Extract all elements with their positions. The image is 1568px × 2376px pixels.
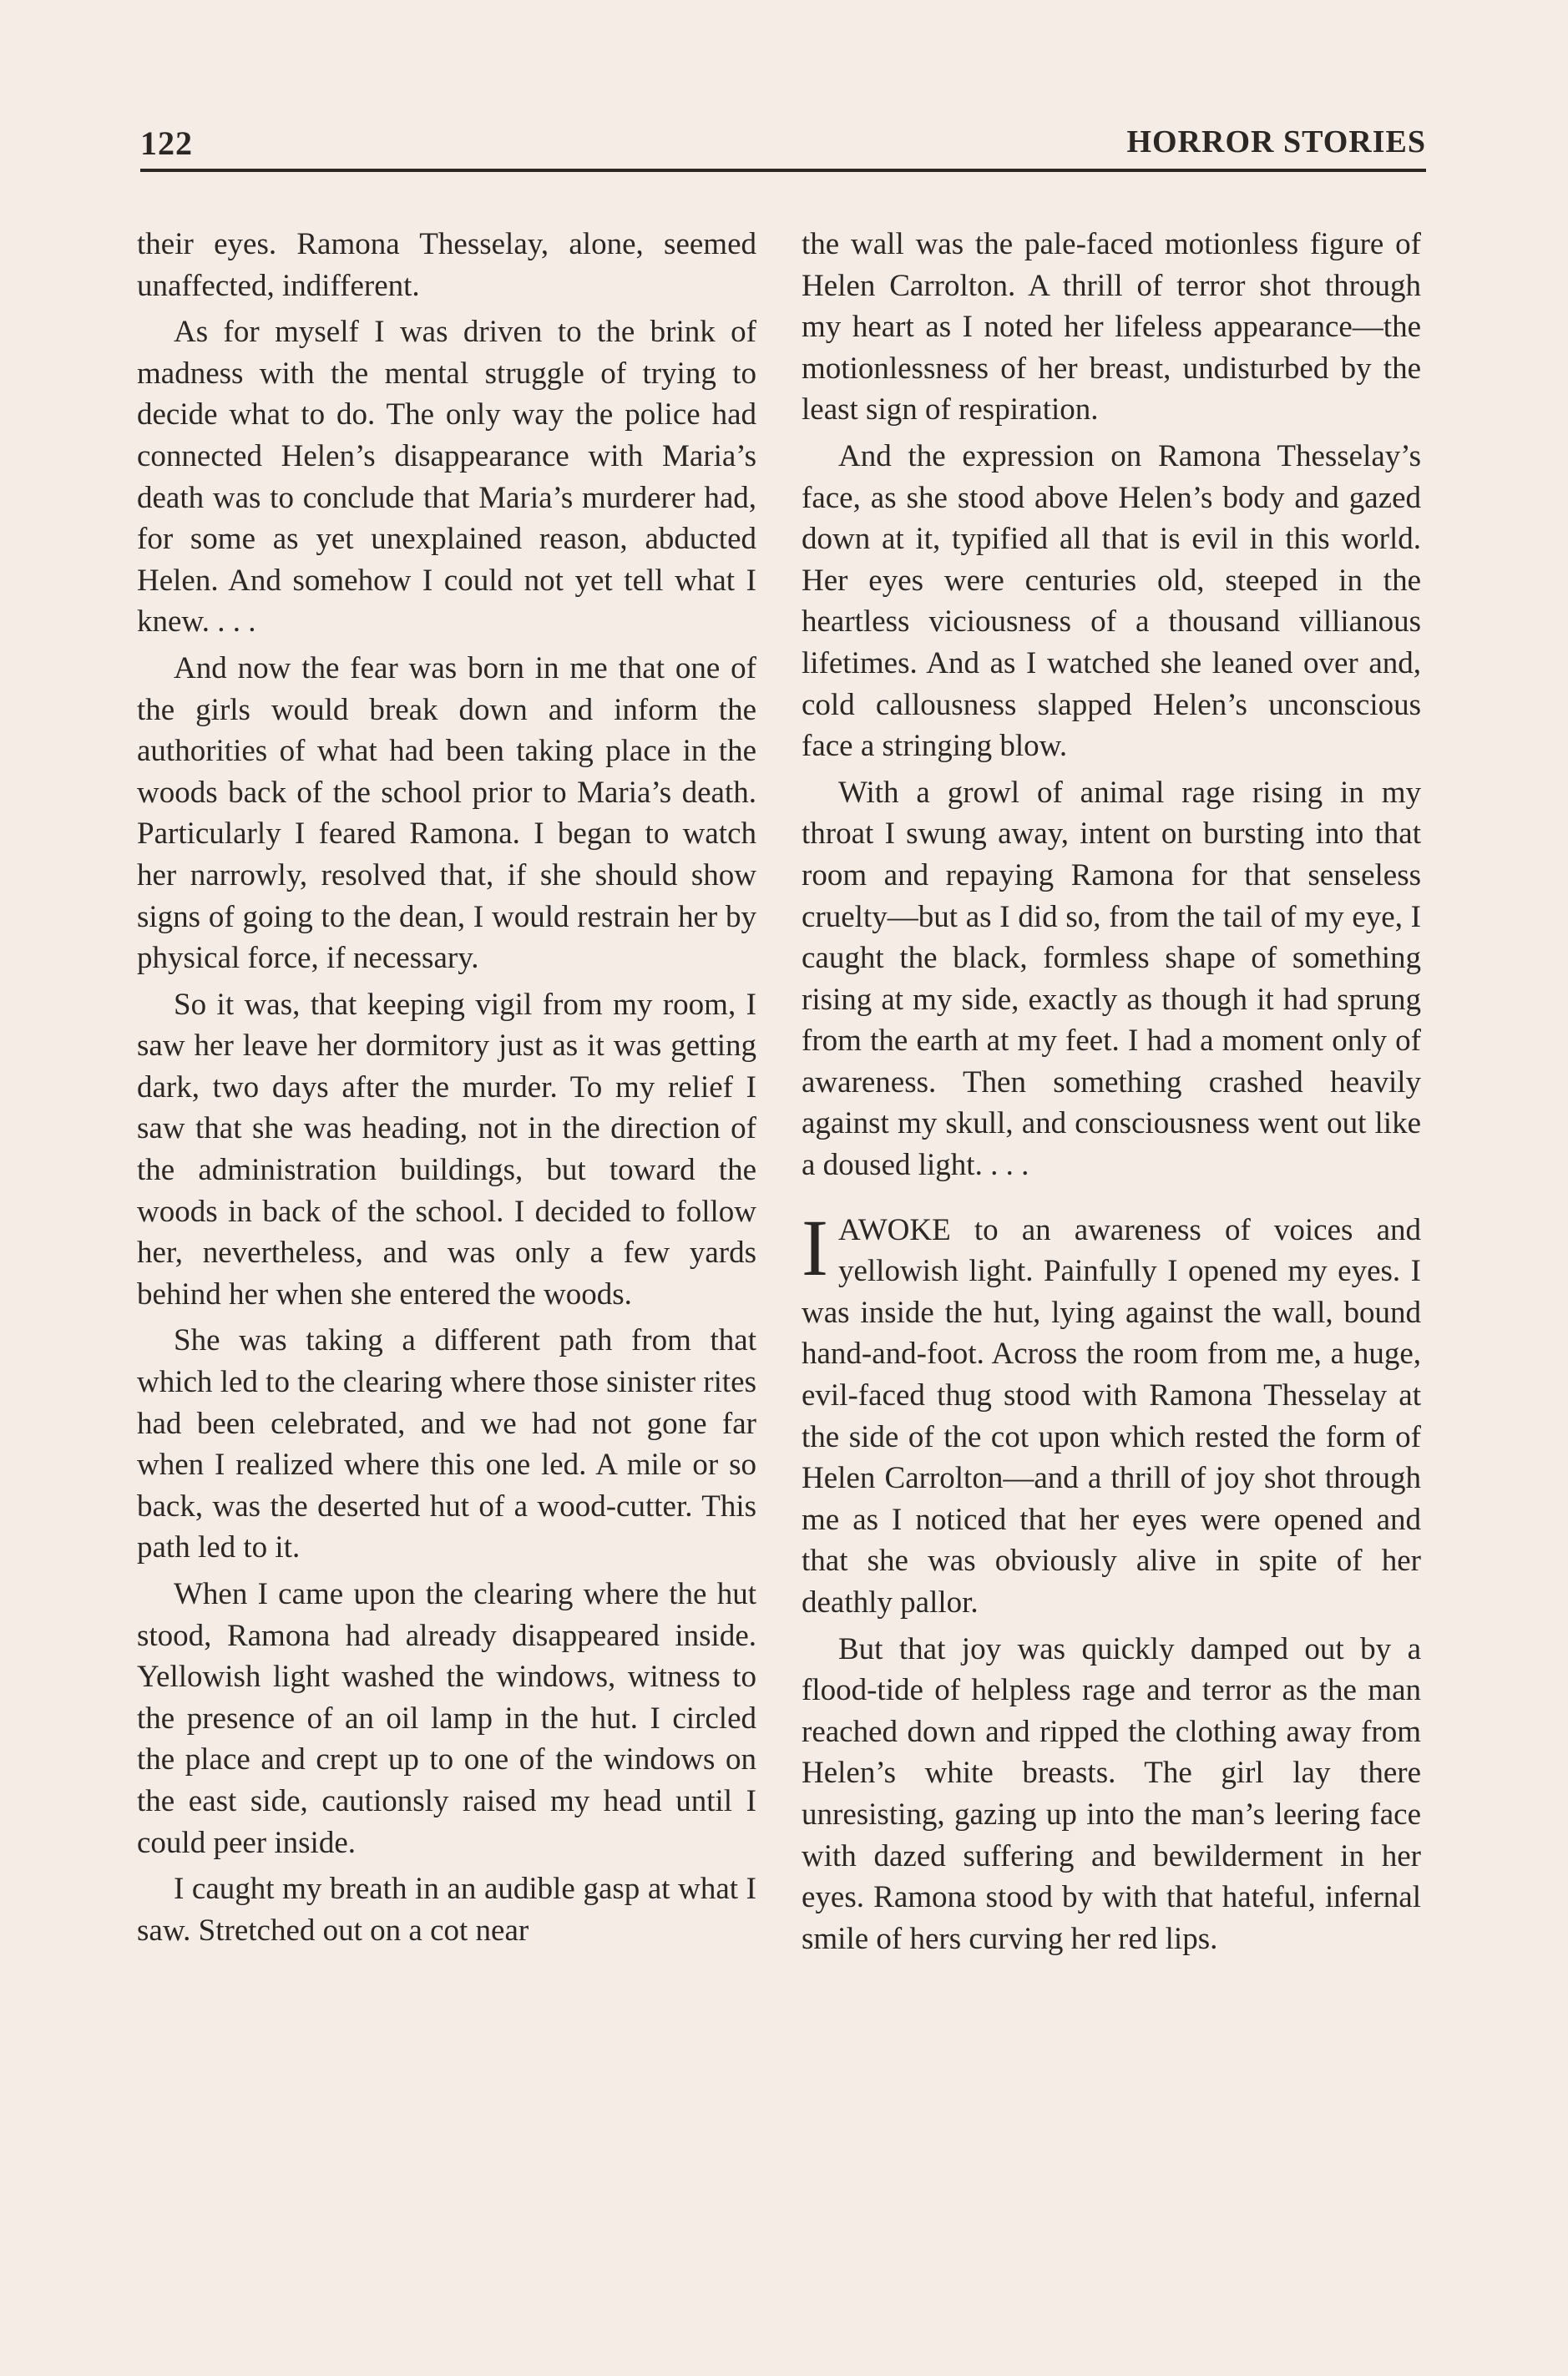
paragraph: With a growl of animal rage rising in my throat I swung away, intent on bursting into that room and repaying Ramona for that senseless cruelty—but as I did so, from the tail of my eye, I caught the black, formless shape of something rising at my side, exactly as though it had sprung from the earth at my feet. I had a moment only of awareness. Then something crashed heavily against my skull, and consciousness went out like a doused light. . . . <box>802 775 1421 1183</box>
running-head: HORROR STORIES <box>1126 124 1426 159</box>
drop-cap: I <box>802 1202 828 1292</box>
right-column <box>802 224 1421 1964</box>
header-rule <box>140 169 1426 172</box>
paragraph: I caught my breath in an audible gasp at what I saw. Stretched out on a cot near <box>137 1872 756 1948</box>
paragraph: When I came upon the clearing where the hut stood, Ramona had already disappeared inside. Yellowish light washed the windows, witness to the presence of an oil lamp in the hut. I circled the place and crept up to one of the windows on the east side, cautionsly raised my head until I could peer inside. <box>137 1577 756 1860</box>
paragraph: But that joy was quickly damped out by a flood-tide of helpless rage and terror as the man reached down and ripped the clothing away from Helen’s white breasts. The girl lay there unresisting, gazing up into the man’s leering face with dazed suffering and bewilderment in her eyes. Ramona stood by with that hateful, infernal smile of hers curving her red lips. <box>802 1631 1421 1956</box>
page-number: 122 <box>140 124 193 162</box>
paragraph-text: AWOKE to an awareness of voices and yellowish light. Painfully I opened my eyes. I was inside the hut, lying against the wall, bound hand-and-foot. Across the room from me, a huge, evil-faced thug stood with Ramona Thesselay at the side of the cot upon which rested the form of Helen Carrolton—and a thrill of joy shot through me as I noticed that her eyes were opened and that she was obviously alive in spite of her deathly pallor. <box>802 1212 1421 1620</box>
paragraph: She was taking a different path from that which led to the clearing where those sinister rites had been celebrated, and we had not gone far when I realized where this one led. A mile or so back, was the deserted hut of a wood-cutter. This path led to it. <box>137 1323 756 1565</box>
left-column <box>137 224 756 1956</box>
page-header <box>140 117 1426 167</box>
paragraph: As for myself I was driven to the brink of madness with the mental struggle of trying to decide what to do. The only way the police had connected Helen’s disappearance with Maria’s death was to conclude that Maria’s murderer had, for some as yet unexplained reason, abducted Helen. And somehow I could not yet tell what I knew. . . . <box>137 315 756 639</box>
section-opening-paragraph <box>802 1202 1421 1624</box>
paragraph: And now the fear was born in me that one of the girls would break down and inform the authorities of what had been taking place in the woods back of the school prior to Maria’s death. Particularly I feared Ramona. I began to watch her narrowly, resolved that, if she should show signs of going to the dean, I would restrain her by physical force, if necessary. <box>137 650 756 976</box>
paragraph: the wall was the pale-faced motionless figure of Helen Carrolton. A thrill of terror shot through my heart as I noted her lifeless appearance—the motionlessness of her breast, undisturbed by the least sign of respiration. <box>802 227 1421 427</box>
paragraph: their eyes. Ramona Thesselay, alone, seemed unaffected, indifferent. <box>137 227 756 303</box>
paragraph: And the expression on Ramona Thesselay’s face, as she stood above Helen’s body and gazed down at it, typified all that is evil in this world. Her eyes were centuries old, steeped in the heartless viciousness of a thousand villianous lifetimes. And as I watched she leaned over and, cold callousness slapped Helen’s unconscious face a stringing blow. <box>802 438 1421 764</box>
paragraph: So it was, that keeping vigil from my room, I saw her leave her dormitory just as it was getting dark, two days after the murder. To my relief I saw that she was heading, not in the direction of the administration buildings, but toward the woods in back of the school. I decided to follow her, nevertheless, and was only a few yards behind her when she entered the woods. <box>137 987 756 1312</box>
